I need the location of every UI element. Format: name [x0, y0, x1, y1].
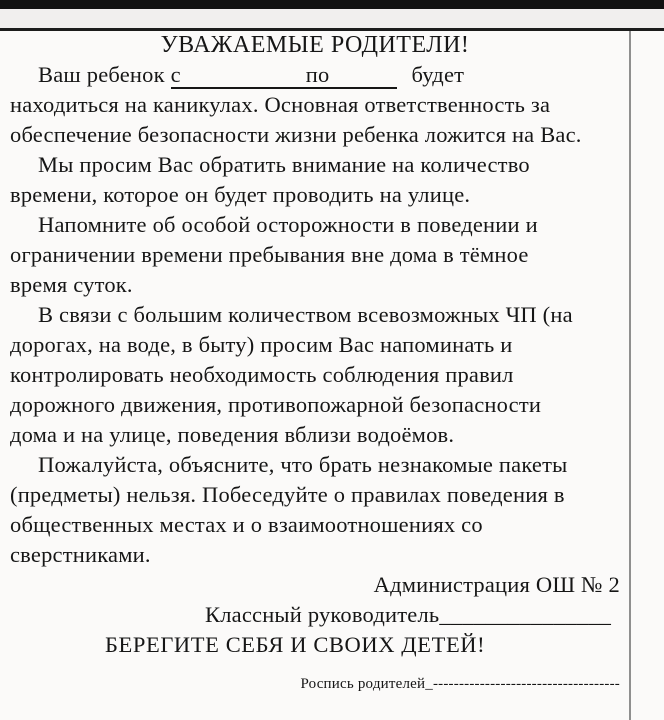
body-line: сверстниками. [10, 542, 151, 567]
body-line: (предметы) нельзя. Побеседуйте о правилах поведения в [10, 482, 565, 507]
body-line: В связи с большим количеством всевозможных ЧП (на [38, 302, 573, 327]
date-range-blank [171, 63, 398, 89]
date-to-blank [329, 81, 397, 82]
body-line: дорогах, на воде, в быту) просим Вас напоминать и [10, 332, 513, 357]
parent-signature-blank: ------------------------------------ [432, 676, 620, 692]
class-teacher-line [10, 600, 620, 630]
parent-signature-label: Роспись родителей_ [300, 676, 433, 692]
intro-suffix: будет [411, 62, 465, 87]
intro-line [10, 60, 620, 90]
document-title: УВАЖАЕМЫЕ РОДИТЕЛИ! [160, 32, 470, 58]
body-line: обеспечение безопасности жизни ребенка ложится на Вас. [10, 122, 582, 147]
class-teacher-label: Классный руководитель [205, 602, 440, 627]
top-gray-strip [0, 9, 664, 28]
body-line: общественных местах и о взаимоотношениях со [10, 512, 483, 537]
notice-document [0, 31, 664, 720]
body-line: Пожалуйста, объясните, что брать незнакомые пакеты [38, 452, 568, 477]
body-line: дома и на улице, поведения вблизи водоёмов. [10, 422, 455, 447]
class-teacher-blank: _______________ [439, 602, 612, 627]
body-line: времени, которое он будет проводить на улице. [10, 182, 471, 207]
parent-signature-line [10, 674, 620, 694]
date-from-blank [181, 81, 306, 82]
top-black-bar [0, 0, 664, 9]
body-line: контролировать необходимость соблюдения правил [10, 362, 514, 387]
date-to-label: по [305, 62, 330, 87]
slogan-line: БЕРЕГИТЕ СЕБЯ И СВОИХ ДЕТЕЙ! [105, 632, 486, 657]
body-line: дорожного движения, противопожарной безопасности [10, 392, 542, 417]
intro-prefix: Ваш ребенок [38, 62, 165, 87]
date-from-label: с [170, 62, 181, 87]
body-line: находиться на каникулах. Основная ответственность за [10, 92, 551, 117]
body-line: время суток. [10, 272, 133, 297]
body-line: Мы просим Вас обратить внимание на количество [38, 152, 530, 177]
body-line: Напомните об особой осторожности в поведении и [38, 212, 538, 237]
body-line: ограничении времени пребывания вне дома в тёмное [10, 242, 529, 267]
administration-signoff: Администрация ОШ № 2 [373, 572, 620, 597]
document-right-border [629, 31, 631, 720]
